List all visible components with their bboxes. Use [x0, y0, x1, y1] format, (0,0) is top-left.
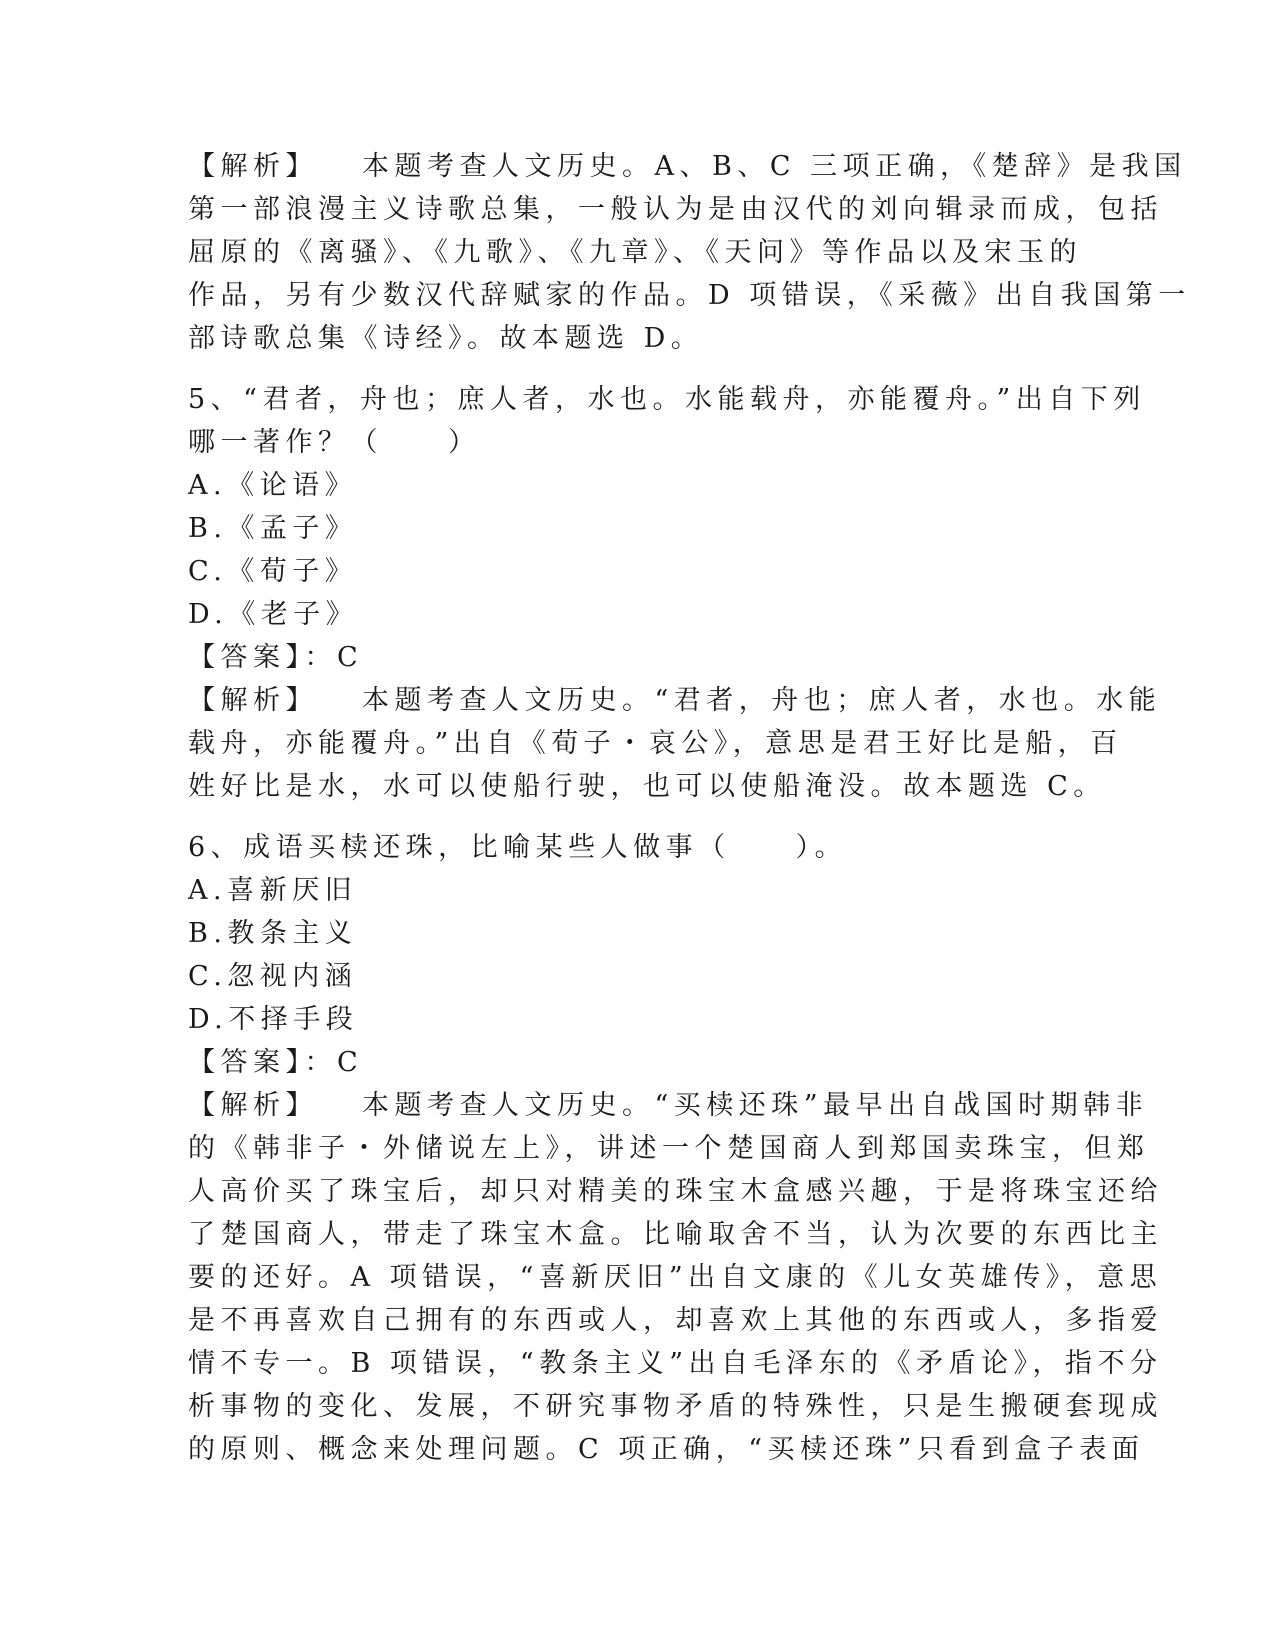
- analysis-line: 【解析】 本题考查人文历史。“买椟还珠”最早出自战国时期韩非: [188, 1090, 1149, 1121]
- analysis-label: 【解析】: [188, 685, 318, 716]
- analysis-block-q4: [188, 145, 1191, 360]
- answer-line: [188, 1041, 1088, 1084]
- question-text: 哪一著作？（ ）: [188, 427, 481, 458]
- question-6: [188, 826, 1163, 1471]
- answer-value: ：C: [304, 642, 364, 673]
- analysis-line: 【解析】 本题考查人文历史。A、B、C 三项正确，《楚辞》是我国: [188, 151, 1187, 182]
- option-a: A.《论语》: [188, 470, 358, 501]
- answer-line: [188, 636, 1088, 679]
- option-d: D.不择手段: [188, 1004, 359, 1035]
- analysis-line: 载舟，亦能覆舟。”出自《荀子・哀公》，意思是君王好比是船，百: [188, 728, 1123, 759]
- analysis-line: 的《韩非子・外储说左上》，讲述一个楚国商人到郑国卖珠宝，但郑: [188, 1133, 1150, 1164]
- question-5: [188, 378, 1162, 808]
- answer-label: 【答案】: [188, 1047, 305, 1078]
- analysis-line: 第一部浪漫主义诗歌总集，一般认为是由汉代的刘向辑录而成，包括: [188, 194, 1163, 225]
- option-c: C.《荀子》: [188, 556, 358, 587]
- analysis-label: 【解析】: [188, 151, 318, 182]
- analysis-line: 的原则、概念来处理问题。C 项正确，“买椟还珠”只看到盒子表面: [188, 1434, 1145, 1465]
- option-d: D.《老子》: [188, 599, 359, 630]
- analysis-line: 了楚国商人，带走了珠宝木盒。比喻取舍不当，认为次要的东西比主: [188, 1219, 1163, 1250]
- analysis-line: 【解析】 本题考查人文历史。“君者，舟也；庶人者，水也。水能: [188, 685, 1162, 716]
- document-page: [188, 145, 1191, 1471]
- analysis-line: 析事物的变化、发展，不研究事物矛盾的特殊性，只是生搬硬套现成: [188, 1391, 1163, 1422]
- analysis-line: 作品，另有少数汉代辞赋家的作品。D 项错误，《采薇》出自我国第一: [188, 280, 1191, 311]
- option-b: B.教条主义: [188, 918, 358, 949]
- option-a: A.喜新厌旧: [188, 875, 358, 906]
- answer-value: ：C: [304, 1047, 364, 1078]
- analysis-line: 情不专一。B 项错误，“教条主义”出自毛泽东的《矛盾论》，指不分: [188, 1348, 1163, 1379]
- answer-label: 【答案】: [188, 642, 305, 673]
- option-c: C.忽视内涵: [188, 961, 358, 992]
- analysis-line: 人高价买了珠宝后，却只对精美的珠宝木盒感兴趣，于是将珠宝还给: [188, 1176, 1163, 1207]
- analysis-line: 屈原的《离骚》、《九歌》、《九章》、《天问》等作品以及宋玉的: [188, 237, 1082, 268]
- analysis-line: 姓好比是水，水可以使船行驶，也可以使船淹没。故本题选 C。: [188, 771, 1106, 802]
- question-text: 6、成语买椟还珠，比喻某些人做事（ ）。: [188, 832, 848, 863]
- analysis-line: 要的还好。A 项错误，“喜新厌旧”出自文康的《儿女英雄传》，意思: [188, 1262, 1163, 1293]
- analysis-line: 是不再喜欢自己拥有的东西或人，却喜欢上其他的东西或人，多指爱: [188, 1305, 1163, 1336]
- analysis-label: 【解析】: [188, 1090, 318, 1121]
- analysis-line: 部诗歌总集《诗经》。故本题选 D。: [188, 323, 704, 354]
- question-text: 5、“君者，舟也；庶人者，水也。水能载舟，亦能覆舟。”出自下列: [188, 384, 1146, 415]
- option-b: B.《孟子》: [188, 513, 358, 544]
